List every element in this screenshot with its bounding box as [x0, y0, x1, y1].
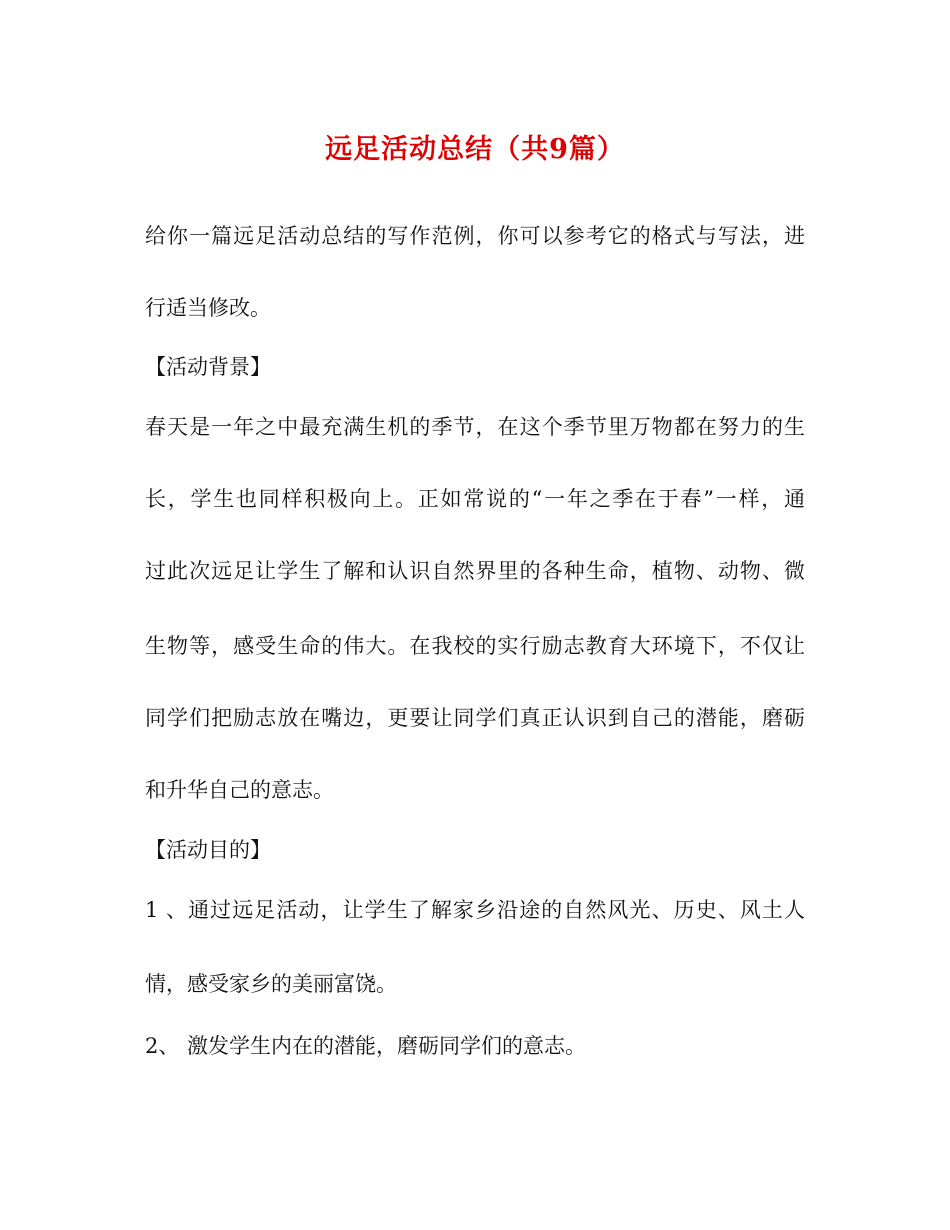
section-heading-purpose: 【活动目的】 [145, 838, 271, 862]
list-item-1-line-1 [145, 894, 805, 926]
list-item-1-line-2: 情，感受家乡的美丽富饶。 [145, 972, 397, 996]
paragraph-line: 春天是一年之中最充满生机的季节，在这个季节里万物都在努力的生 [145, 415, 805, 439]
list-item-text: 通过远足活动，让学生了解家乡沿途的自然风光、历史、风土人 [187, 898, 805, 922]
section-heading-background: 【活动背景】 [145, 355, 271, 379]
paragraph-line: 过此次远足让学生了解和认识自然界里的各种生命，植物、动物、微 [145, 559, 805, 583]
intro-line-2: 行适当修改。 [145, 296, 271, 320]
paragraph-line: 和升华自己的意志。 [145, 778, 334, 802]
paragraph-line: 长，学生也同样积极向上。正如常说的“一年之季在于春”一样，通 [145, 487, 805, 511]
document-title: 远足活动总结（共9篇） [325, 134, 625, 165]
list-item-2-line-1 [145, 1030, 805, 1062]
list-item-number: 2、 [145, 1034, 180, 1058]
list-item-text: 激发学生内在的潜能，磨砺同学们的意志。 [187, 1034, 586, 1058]
paragraph-line: 生物等，感受生命的伟大。在我校的实行励志教育大环境下，不仅让 [145, 634, 805, 658]
intro-line-1: 给你一篇远足活动总结的写作范例，你可以参考它的格式与写法，进 [145, 224, 805, 248]
list-item-number: 1、 [145, 898, 187, 922]
paragraph-line: 同学们把励志放在嘴边，更要让同学们真正认识到自己的潜能，磨砺 [145, 706, 805, 730]
